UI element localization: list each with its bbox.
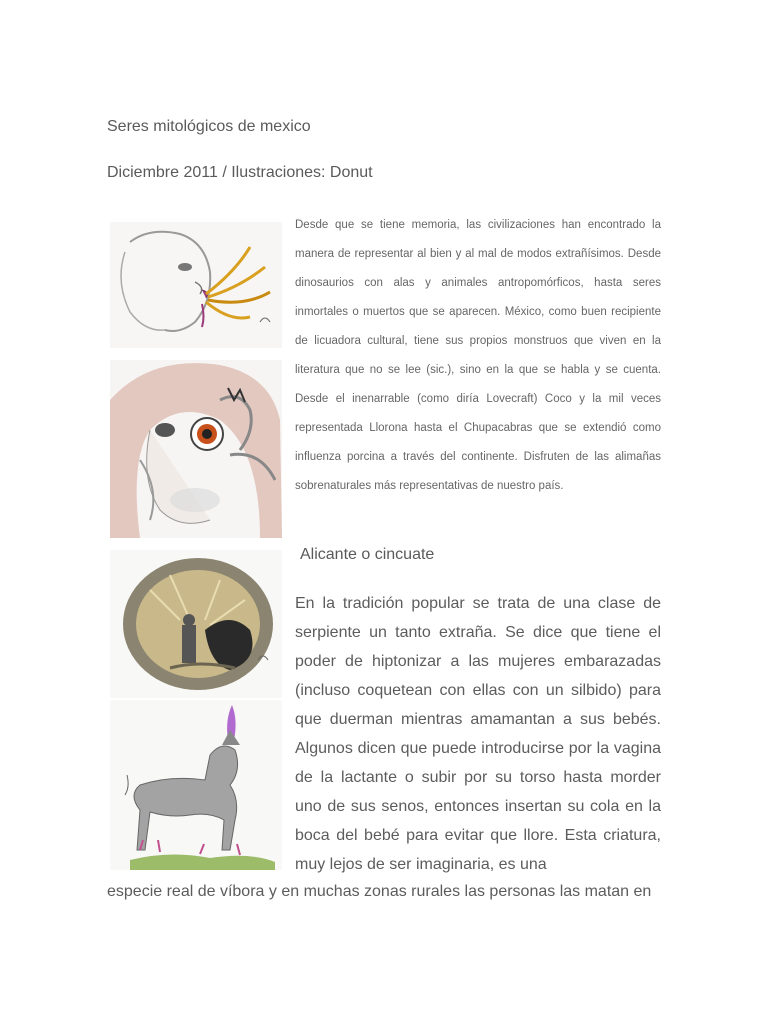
section-heading: Alicante o cincuate: [300, 546, 435, 563]
hooded-woman-eye-illustration: [110, 360, 282, 538]
article-title: Seres mitológicos de mexico: [107, 118, 311, 135]
intro-paragraph: Desde que se tiene memoria, las civilizaciones han encontrado la manera de representar al bien y al mal de modos extrañísimos. Desde dinosaurios con alas y animales antropomórficos, hasta seres inmortales o muertos que se aparecen. México, como buen recipiente de licuadora cultural, tiene sus propios monstruos que viven en la literatura que no se lee (sic.), sino en la que se habla y se cuenta. Desde el inenarrable (como diría Lovecraft) Coco y la mil veces representada Llorona hasta el Chupacabras que se extendió como influenza porcina a través del continente. Disfruten de las alimañas sobrenaturales más representativas de nuestro país.: [295, 219, 661, 492]
woman-face-breathing-tentacles-illustration: [110, 222, 282, 348]
cave-figure-illustration: [110, 550, 282, 698]
article-subtitle: Diciembre 2011 / Ilustraciones: Donut: [107, 164, 373, 181]
howling-coyote-illustration: [110, 700, 282, 870]
section-body-continuation: especie real de víbora y en muchas zonas rurales las personas las matan en: [107, 883, 652, 900]
section-body-paragraph: En la tradición popular se trata de una clase de serpiente un tanto extraña. Se dice que tiene el poder de hiptonizar a las mujeres embarazadas (incluso coquetean con ellas con un silbido) para que duerman mientras amamantan a sus bebés. Algunos dicen que puede introducirse por la vagina de la lactante o subir por su torso hasta morder uno de sus senos, entonces insertan su cola en la boca del bebé para evitar que llore. Esta criatura, muy lejos de ser imaginaria, es una: [295, 595, 661, 873]
